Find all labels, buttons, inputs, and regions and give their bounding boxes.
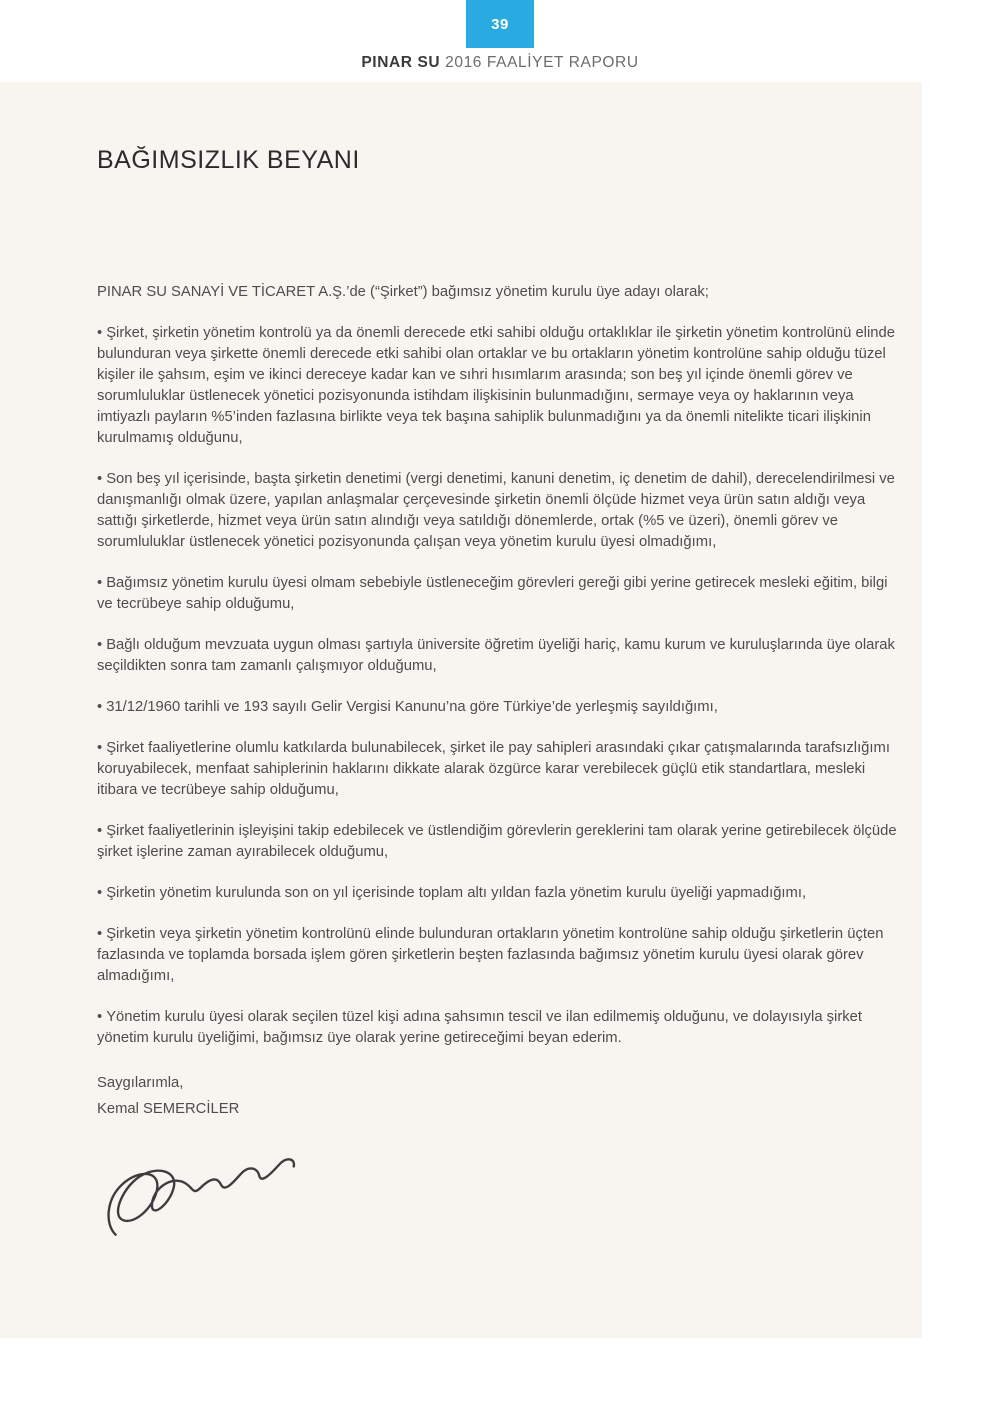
handwritten-signature-icon [101,1136,301,1246]
bullet-paragraph [97,469,905,553]
bullet-text: Şirketin yönetim kurulunda son on yıl içerisinde toplam altı yıldan fazla yönetim kurulu üyeliği yapmadığımı, [106,885,807,901]
bullet-paragraph [97,697,905,718]
bullet-paragraph [97,635,905,677]
bullet-marker: • [97,740,103,756]
report-brand: PINAR SU [361,54,441,71]
bullet-marker: • [97,699,103,715]
signature-image [101,1136,301,1246]
signatory-name: Kemal SEMERCİLER [97,1101,240,1117]
bullet-text: Şirket faaliyetlerine olumlu katkılarda bulunabilecek, şirket ile pay sahipleri arasındaki çıkar çatışmalarında tarafsızlığımı koruyabilecek, menfaat sahiplerinin haklarını dikkate alarak özgürce karar verebilecek güçlü etik standartlara, mesleki itibara ve tecrübeye sahip olduğumu, [97,740,890,798]
bullet-marker: • [97,325,103,341]
bullet-text: Bağımsız yönetim kurulu üyesi olmam sebebiyle üstleneceğim görevleri gereği gibi yerine getirecek mesleki eğitim, bilgi ve tecrübeye sahip olduğumu, [97,575,888,612]
bullet-text: Bağlı olduğum mevzuata uygun olması şartıyla üniversite öğretim üyeliği hariç, kamu kurum ve kuruluşlarında üye olarak seçildikten sonra tam zamanlı çalışmıyor olduğumu, [97,637,895,674]
bullet-paragraph [97,323,905,449]
closing-block [97,1070,905,1122]
bullet-text: Son beş yıl içerisinde, başta şirketin denetimi (vergi denetimi, kanuni denetim, iç denetim de dahil), derecelendirilmesi ve danışmanlığı olmak üzere, yapılan anlaşmalar çerçevesinde şirketin önemli ölçüde hizmet veya ürün satın aldığı veya sattığı şirketlerde, hizmet veya ürün satın alındığı veya satıldığı dönemlerde, ortak (%5 ve üzeri), önemli görev ve sorumluluklar üstlenecek yönetici pozisyonunda çalışan veya yönetim kurulu üyesi olmadığımı, [97,471,895,550]
bullet-text: Şirket, şirketin yönetim kontrolü ya da önemli derecede etki sahibi olduğu ortaklıklar ile şirketin yönetim kontrolünü elinde bulunduran veya şirkette önemli derecede etki sahibi olan ortaklar ve bu ortakların yönetim kontrolüne sahip olduğu tüzel kişiler ile şahsım, eşim ve ikinci dereceye kadar kan ve sıhri hısımlarım arasında; son beş yıl içinde önemli görev ve sorumluluklar üstlenecek yönetici pozisyonunda istihdam ilişkisinin bulunmadığını, sermaye veya oy haklarının veya imtiyazlı payların %5’inden fazlasına birlikte veya tek başına sahiplik bulunmadığını ya da önemli nitelikte ticari ilişkinin kurulmamış olduğunu, [97,325,895,446]
bullet-marker: • [97,823,103,839]
bullet-marker: • [97,885,103,901]
bullet-paragraph [97,821,905,863]
bullet-text: Şirket faaliyetlerinin işleyişini takip edebilecek ve üstlendiğim görevlerin gereklerini tam olarak yerine getirebilecek ölçüde şirket işlerine zaman ayırabilecek olduğumu, [97,823,897,860]
bullet-text: Şirketin veya şirketin yönetim kontrolünü elinde bulunduran ortakların yönetim kontrolüne sahip olduğu şirketlerin üçten fazlasında ve toplamda borsada işlem gören şirketlerin beşten fazlasında bağımsız yönetim kurulu üyesi olarak görev almadığımı, [97,926,884,984]
bullet-marker: • [97,926,103,942]
bullet-paragraph [97,1007,905,1049]
bullet-paragraph [97,883,905,904]
bullet-text: Yönetim kurulu üyesi olarak seçilen tüzel kişi adına şahsımın tescil ve ilan edilmemiş olduğunu, ve dolayısıyla şirket yönetim kurulu üyeliğimi, bağımsız üye olarak yerine getireceğimi beyan ederim. [97,1009,863,1046]
bullet-paragraph [97,738,905,801]
bullet-marker: • [97,575,103,591]
bullet-marker: • [97,1009,103,1025]
bullet-paragraph [97,573,905,615]
report-running-title [0,54,1000,72]
bullet-paragraph [97,924,905,987]
report-title-rest: 2016 FAALİYET RAPORU [440,54,639,71]
bullet-text: 31/12/1960 tarihli ve 193 sayılı Gelir Vergisi Kanunu’na göre Türkiye’de yerleşmiş sayıldığımı, [106,699,718,715]
closing-salutation: Saygılarımla, [97,1075,184,1091]
page-number-badge [466,0,534,48]
bullet-marker: • [97,471,103,487]
letter-content [97,82,905,1246]
content-panel [0,82,922,1338]
page-number: 39 [491,15,509,33]
intro-paragraph: PINAR SU SANAYİ VE TİCARET A.Ş.’de (“Şirket”) bağımsız yönetim kurulu üye adayı olarak; [97,284,709,300]
bullet-marker: • [97,637,103,653]
document-title: BAĞIMSIZLIK BEYANI [97,146,360,174]
